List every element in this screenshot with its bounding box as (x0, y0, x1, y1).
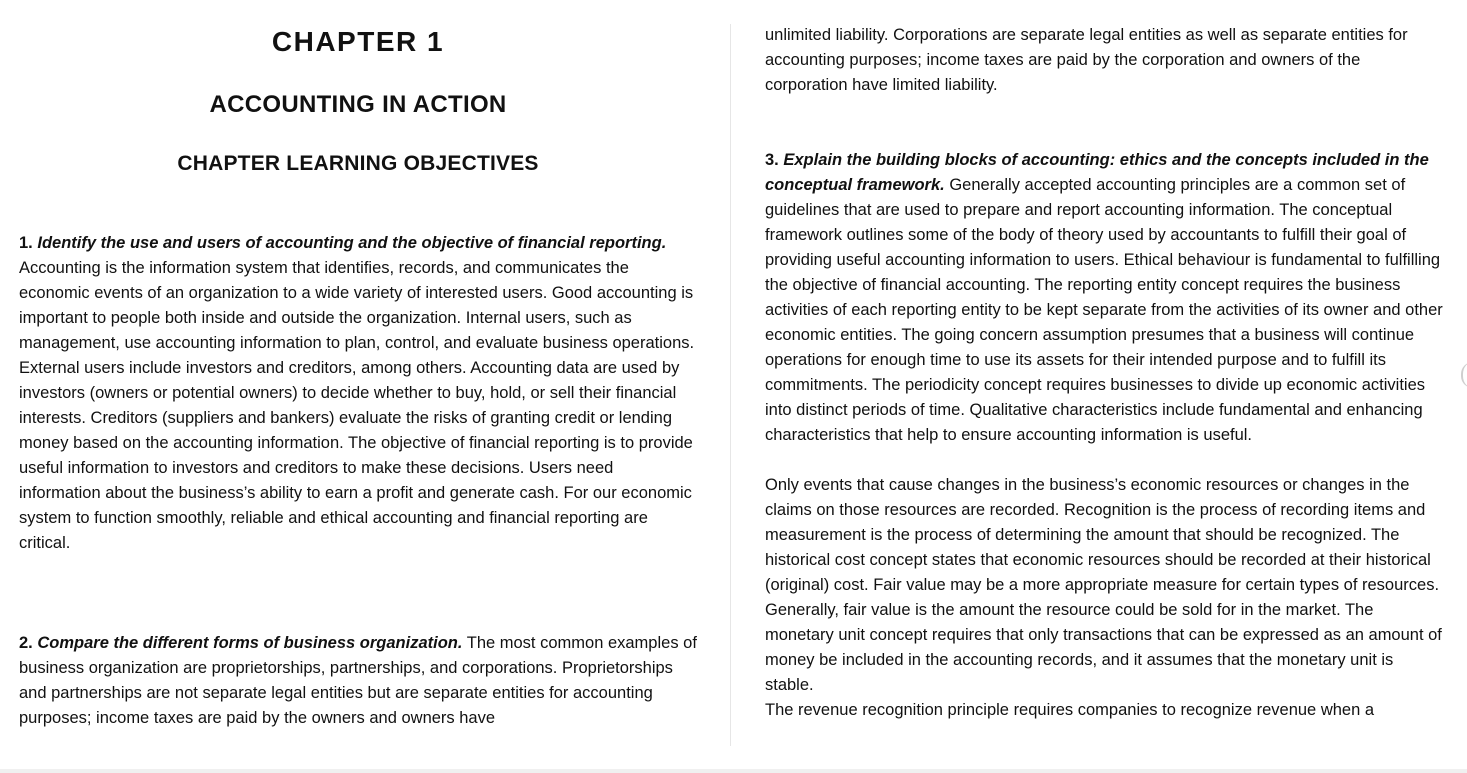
objective-2-body: The most common examples of business organization are proprietorships, partnerships, and corporations. Proprietorships and partnerships are not separate legal entities but are separate entities for accounting purposes; income taxes are paid by the owners and owners have (19, 634, 697, 727)
chapter-title: ACCOUNTING IN ACTION (209, 91, 507, 118)
recognition-paragraph: Only events that cause changes in the business’s economic resources or changes in the claims on those resources are recorded. Recognition is the process of recording items and measurement is the process of determining the amount that should be recognized. The historical cost concept states that economic resources should be recorded at their historical (original) cost. Fair value may be a more appropriate measure for certain types of resources. Generally, fair value is the amount the resource could be sold for in the market. The monetary unit concept requires that only transactions that can be expressed as an amount of money be included in the accounting records, and it assumes that the monetary unit is stable. (765, 476, 1442, 694)
objective-3-number: 3. (765, 151, 779, 169)
objective-1-paragraph (19, 231, 697, 556)
revenue-paragraph: The revenue recognition principle requires companies to recognize revenue when a (765, 701, 1375, 719)
chapter-heading: CHAPTER 1 (271, 26, 445, 57)
scroll-edge-indicator (1461, 362, 1467, 388)
objective-1-body: Accounting is the information system that identifies, records, and communicates the economic events of an organization to a wide variety of interested users. Good accounting is important to people both inside and outside the organization. Internal users, such as management, use accounting information to plan, control, and evaluate business operations. External users include investors and creditors, among others. Accounting data are used by investors (owners or potential owners) to decide whether to buy, hold, or sell their financial interests. Creditors (suppliers and bankers) evaluate the risks of granting credit or lending money based on the accounting information. The objective of financial reporting is to provide useful information to investors and creditors to make these decisions. Users need information about the business’s ability to earn a profit and generate cash. For our economic system to function smoothly, reliable and ethical accounting and financial reporting are critical. (19, 259, 695, 552)
continuation-paragraph: unlimited liability. Corporations are separate legal entities as well as separate entities for accounting purposes; income taxes are paid by the corporation and owners of the corporation have limited liability. (765, 26, 1408, 94)
objective-3-paragraph (765, 148, 1445, 448)
bottom-rule (0, 769, 1467, 773)
objective-2-lead: Compare the different forms of business organization. (37, 634, 463, 652)
objective-2-number: 2. (19, 634, 33, 652)
column-divider (730, 24, 731, 746)
objective-3-lead: Explain the building blocks of accounting: ethics and the concepts included in the conceptual framework. (765, 151, 1429, 194)
section-heading: CHAPTER LEARNING OBJECTIVES (177, 152, 539, 175)
objective-3-body: Generally accepted accounting principles are a common set of guidelines that are used to prepare and report accounting information. The conceptual framework outlines some of the body of theory used by accountants to fulfill their goal of providing useful accounting information to users. Ethical behaviour is fundamental to fulfilling the objective of financial accounting. The reporting entity concept requires the business activities of each reporting entity to be kept separate from the activities of its owner and other economic entities. The going concern assumption presumes that a business will continue operations for enough time to use its assets for their intended purpose and to fulfill its commitments. The periodicity concept requires businesses to divide up economic activities into distinct periods of time. Qualitative characteristics include fundamental and enhancing characteristics that help to ensure accounting information is useful. (765, 176, 1443, 444)
objective-2-paragraph (19, 631, 697, 731)
objective-1-number: 1. (19, 234, 33, 252)
objective-1-lead: Identify the use and users of accounting and the objective of financial reporting. (37, 234, 667, 252)
